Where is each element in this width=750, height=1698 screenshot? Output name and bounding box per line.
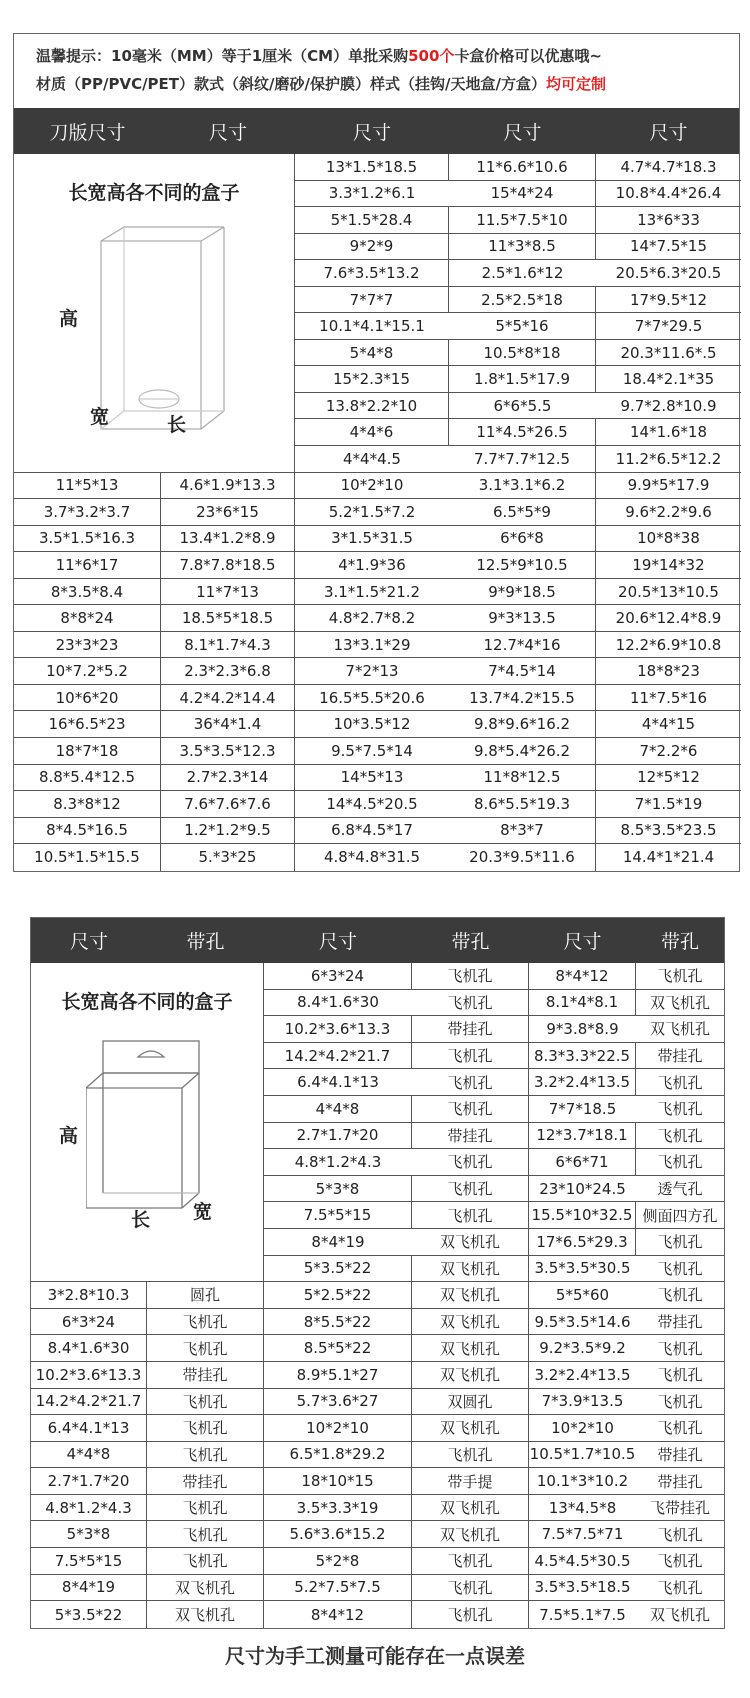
table-cell: 飞机孔 — [636, 1069, 724, 1096]
table-cell: 16.5*5.5*20.6 — [295, 685, 449, 712]
table-cell: 17*9.5*12 — [596, 287, 741, 314]
diagram-title: 长宽高各不同的盒子 — [61, 991, 233, 1013]
table-cell: 3.1*3.1*6.2 — [449, 473, 596, 500]
table-cell: 4*4*6 — [295, 419, 449, 446]
table-cell: 飞机孔 — [636, 963, 724, 990]
table-cell: 6*6*8 — [449, 526, 596, 553]
table-cell: 双飞机孔 — [147, 1575, 264, 1602]
column-header: 尺寸 — [69, 931, 108, 953]
table-cell: 8.4*1.6*30 — [31, 1335, 147, 1362]
table-cell: 8.3*3.3*22.5 — [529, 1043, 636, 1070]
table-cell: 9.8*5.4*26.2 — [449, 738, 596, 765]
table-cell: 飞机孔 — [636, 1389, 724, 1416]
notice-text: 温馨提示：10毫米（MM）等于1厘米（CM）单批采购 — [36, 47, 409, 65]
table-cell: 5*3.5*22 — [264, 1256, 412, 1283]
table-cell: 17*6.5*29.3 — [529, 1229, 636, 1256]
table-cell: 8.8*5.4*12.5 — [14, 765, 161, 792]
table-cell: 11*3*8.5 — [449, 234, 596, 261]
footnote: 尺寸为手工测量可能存在一点误差 — [225, 1644, 525, 1668]
table-cell: 8.5*3.5*23.5 — [596, 818, 741, 845]
table-cell: 11*6*17 — [14, 552, 161, 579]
table-body — [31, 963, 724, 1628]
table-cell: 7.6*3.5*13.2 — [295, 260, 449, 287]
table-cell: 6.4*4.1*13 — [264, 1069, 412, 1096]
table-cell: 5.2*1.5*7.2 — [295, 499, 449, 526]
table-cell: 双飞机孔 — [636, 990, 724, 1017]
table-cell: 3*1.5*31.5 — [295, 526, 449, 553]
box-diagram — [14, 154, 295, 473]
table-cell: 7*1.5*19 — [596, 791, 741, 818]
table-cell: 飞机孔 — [412, 1575, 529, 1602]
table-body — [14, 154, 739, 871]
table-cell: 4*4*8 — [31, 1442, 147, 1469]
size-table-1 — [13, 33, 740, 872]
table-cell: 5.2*7.5*7.5 — [264, 1575, 412, 1602]
notice-box — [14, 34, 739, 108]
diagram-title: 长宽高各不同的盒子 — [68, 182, 240, 204]
table-cell: 7*7*18.5 — [529, 1096, 636, 1123]
table-cell: 8*4*12 — [529, 963, 636, 990]
table-cell: 11*8*12.5 — [449, 765, 596, 792]
table-cell: 8*5.5*22 — [264, 1309, 412, 1336]
label-width: 宽 — [193, 1201, 213, 1223]
table-cell: 双飞机孔 — [147, 1601, 264, 1628]
table-cell: 带挂孔 — [636, 1468, 724, 1495]
table-cell: 4*4*4.5 — [295, 446, 449, 473]
table-cell: 5.*3*25 — [161, 844, 295, 871]
table-cell: 带挂孔 — [636, 1309, 724, 1336]
table-cell: 3.2*2.4*13.5 — [529, 1069, 636, 1096]
table-cell: 8*4*12 — [264, 1601, 412, 1628]
table-cell: 带挂孔 — [636, 1043, 724, 1070]
table-cell: 飞机孔 — [412, 1096, 529, 1123]
table-cell: 23*6*15 — [161, 499, 295, 526]
table-cell: 3.1*1.5*21.2 — [295, 579, 449, 606]
table-cell: 9*3.8*8.9 — [529, 1016, 636, 1043]
table-cell: 14.4*1*21.4 — [622, 848, 715, 867]
column-header: 尺寸 — [563, 931, 602, 953]
table-cell: 8.1*1.7*4.3 — [161, 632, 295, 659]
table-cell: 飞机孔 — [147, 1495, 264, 1522]
table-cell: 11*4.5*26.5 — [449, 419, 596, 446]
notice-text: 卡盒价格可以优惠哦~ — [454, 47, 602, 65]
table-cell: 6.4*4.1*13 — [31, 1415, 147, 1442]
table-cell: 双飞机孔 — [412, 1362, 529, 1389]
box-illustration — [89, 219, 239, 439]
table-cell: 带挂孔 — [147, 1362, 264, 1389]
table-cell: 4.5*4.5*30.5 — [529, 1548, 636, 1575]
table-cell: 10.2*3.6*13.3 — [31, 1362, 147, 1389]
table-cell: 4*1.9*36 — [295, 552, 449, 579]
table-cell: 带挂孔 — [147, 1468, 264, 1495]
table-cell: 8*4.5*16.5 — [14, 818, 161, 845]
table-cell: 9.2*3.5*9.2 — [529, 1335, 636, 1362]
table-cell: 18*8*23 — [596, 658, 741, 685]
table-cell: 18.4*2.1*35 — [596, 366, 741, 393]
table-cell: 飞机孔 — [412, 1202, 529, 1229]
table-cell: 带挂孔 — [412, 1123, 529, 1150]
table-cell: 5*3*8 — [264, 1176, 412, 1203]
table-cell: 4.2*4.2*14.4 — [161, 685, 295, 712]
table-cell: 飞机孔 — [147, 1415, 264, 1442]
table-cell: 15.5*10*32.5 — [529, 1202, 636, 1229]
table-cell: 双飞机孔 — [636, 1016, 724, 1043]
column-header: 尺寸 — [352, 121, 391, 144]
table-cell: 5*2*8 — [264, 1548, 412, 1575]
table-cell: 5.6*3.6*15.2 — [264, 1521, 412, 1548]
table-cell: 双飞机孔 — [412, 1495, 529, 1522]
table-cell: 20.3*9.5*11.6 — [449, 844, 596, 871]
table-cell: 双飞机孔 — [412, 1335, 529, 1362]
table-cell: 10*7.2*5.2 — [14, 658, 161, 685]
table-cell: 20.5*6.3*20.5 — [596, 260, 741, 287]
table-cell: 13*3.1*29 — [295, 632, 449, 659]
table-cell: 20.3*11.6*.5 — [596, 340, 741, 367]
table-cell: 双飞机孔 — [412, 1309, 529, 1336]
table-cell: 6*6*71 — [529, 1149, 636, 1176]
notice-text: 材质（PP/PVC/PET）款式（斜纹/磨砂/保护膜）样式（挂钩/天地盒/方盒） — [36, 75, 546, 93]
table-cell: 圆孔 — [147, 1282, 264, 1309]
table-cell: 9*3*13.5 — [449, 605, 596, 632]
table-cell: 11*6.6*10.6 — [449, 154, 596, 181]
hang-box-illustration — [86, 1033, 236, 1233]
table-cell: 飞机孔 — [636, 1415, 724, 1442]
table-cell: 7.5*5*15 — [264, 1202, 412, 1229]
table-header — [31, 918, 724, 963]
table-cell: 20.5*13*10.5 — [596, 579, 741, 606]
table-cell: 9.6*2.2*9.6 — [596, 499, 741, 526]
table-cell: 带挂孔 — [636, 1442, 724, 1469]
table-cell: 双飞机孔 — [412, 1229, 529, 1256]
table-cell: 飞机孔 — [636, 1123, 724, 1150]
table-cell: 14.2*4.2*21.7 — [264, 1043, 412, 1070]
table-cell: 5*1.5*28.4 — [295, 207, 449, 234]
table-cell: 8.6*5.5*19.3 — [449, 791, 596, 818]
table-cell: 7.5*7.5*71 — [529, 1521, 636, 1548]
table-cell: 7*7*29.5 — [596, 313, 741, 340]
table-cell: 3.5*3.5*30.5 — [529, 1256, 636, 1283]
table-cell: 18.5*5*18.5 — [161, 605, 295, 632]
table-cell: 1.8*1.5*17.9 — [449, 366, 596, 393]
table-cell: 9*2*9 — [295, 234, 449, 261]
table-cell: 8*8*24 — [14, 605, 161, 632]
table-cell: 双飞机孔 — [412, 1415, 529, 1442]
table-cell: 5*5*16 — [449, 313, 596, 340]
label-height: 高 — [59, 1125, 79, 1147]
table-cell: 双飞机孔 — [412, 1521, 529, 1548]
table-cell: 2.5*1.6*12 — [449, 260, 596, 287]
table-cell: 10*2*10 — [295, 473, 449, 500]
table-cell: 7*2*13 — [295, 658, 449, 685]
table-cell: 飞机孔 — [412, 1149, 529, 1176]
table-cell: 8*4*19 — [31, 1575, 147, 1602]
table-cell: 飞机孔 — [412, 963, 529, 990]
table-cell: 12.5*9*10.5 — [449, 552, 596, 579]
table-cell: 7.8*7.8*18.5 — [161, 552, 295, 579]
table-cell: 飞机孔 — [147, 1389, 264, 1416]
table-cell: 10.5*1.5*15.5 — [14, 844, 161, 871]
table-cell: 2.3*2.3*6.8 — [161, 658, 295, 685]
table-cell: 15*4*24 — [449, 181, 596, 208]
table-cell: 10*2*10 — [264, 1415, 412, 1442]
table-cell: 2.5*2.5*18 — [449, 287, 596, 314]
table-cell: 13*6*33 — [596, 207, 741, 234]
table-cell: 20.6*12.4*8.9 — [596, 605, 741, 632]
table-cell: 18*7*18 — [14, 738, 161, 765]
column-header: 刀版尺寸 — [49, 121, 126, 144]
table-cell: 13.4*1.2*8.9 — [161, 526, 295, 553]
table-cell: 5.7*3.6*27 — [264, 1389, 412, 1416]
table-cell: 飞机孔 — [147, 1335, 264, 1362]
table-cell: 飞机孔 — [636, 1521, 724, 1548]
table-cell: 3.5*3.5*12.3 — [161, 738, 295, 765]
table-cell: 5*3*8 — [31, 1521, 147, 1548]
table-cell: 36*4*1.4 — [161, 711, 295, 738]
table-cell: 7.5*5*15 — [31, 1548, 147, 1575]
table-cell: 14.2*4.2*21.7 — [31, 1389, 147, 1416]
table-cell: 飞机孔 — [636, 1548, 724, 1575]
size-table-2 — [30, 917, 725, 1629]
table-cell: 8.5*5*22 — [264, 1335, 412, 1362]
table-cell: 10*6*20 — [14, 685, 161, 712]
table-cell: 23*10*24.5 — [529, 1176, 636, 1203]
table-cell: 5*2.5*22 — [264, 1282, 412, 1309]
table-cell: 双飞机孔 — [412, 1256, 529, 1283]
table-cell: 13*1.5*18.5 — [295, 154, 449, 181]
table-cell: 9.5*3.5*14.6 — [529, 1309, 636, 1336]
table-cell: 5*4*8 — [295, 340, 449, 367]
table-cell: 3.3*1.2*6.1 — [295, 181, 449, 208]
table-cell: 6.5*1.8*29.2 — [264, 1442, 412, 1469]
table-cell: 3.5*1.5*16.3 — [14, 526, 161, 553]
table-cell: 飞机孔 — [636, 1149, 724, 1176]
table-cell: 11.5*7.5*10 — [449, 207, 596, 234]
table-cell: 10*8*38 — [596, 526, 741, 553]
table-cell: 8.9*5.1*27 — [264, 1362, 412, 1389]
table-cell: 8*3.5*8.4 — [14, 579, 161, 606]
table-cell: 14*1.6*18 — [596, 419, 741, 446]
notice-highlight: 均可定制 — [545, 75, 606, 93]
table-cell: 7*4.5*14 — [449, 658, 596, 685]
table-cell: 7*3.9*13.5 — [529, 1389, 636, 1416]
table-cell: 11*7.5*16 — [596, 685, 741, 712]
table-cell: 4.6*1.9*13.3 — [161, 473, 295, 500]
table-cell: 4*4*8 — [264, 1096, 412, 1123]
column-header: 带孔 — [186, 931, 225, 953]
table-cell: 飞机孔 — [412, 1601, 529, 1628]
label-width: 宽 — [90, 406, 110, 428]
table-cell: 1.2*1.2*9.5 — [161, 818, 295, 845]
label-length: 长 — [131, 1209, 151, 1231]
table-cell: 3*2.8*10.3 — [31, 1282, 147, 1309]
table-cell: 15*2.3*15 — [295, 366, 449, 393]
table-cell: 5*5*60 — [529, 1282, 636, 1309]
table-cell: 带手提 — [412, 1468, 529, 1495]
table-cell: 飞机孔 — [147, 1521, 264, 1548]
table-cell: 4.8*1.2*4.3 — [264, 1149, 412, 1176]
table-cell: 带挂孔 — [412, 1016, 529, 1043]
notice-line-2 — [36, 70, 723, 98]
table-cell: 8.4*1.6*30 — [264, 990, 412, 1017]
table-cell: 19*14*32 — [596, 552, 741, 579]
table-cell: 7.5*5.1*7.5 — [539, 1605, 626, 1624]
table-cell: 10.1*3*10.2 — [529, 1468, 636, 1495]
table-cell: 8.3*8*12 — [14, 791, 161, 818]
table-cell: 3.5*3.5*18.5 — [529, 1575, 636, 1602]
table-cell: 飞机孔 — [636, 1362, 724, 1389]
table-cell: 13*4.5*8 — [529, 1495, 636, 1522]
table-cell: 飞机孔 — [412, 1043, 529, 1070]
table-header — [14, 108, 739, 154]
table-cell: 飞机孔 — [636, 1096, 724, 1123]
table-cell: 11*5*13 — [14, 473, 161, 500]
table-cell: 14*7.5*15 — [596, 234, 741, 261]
table-cell: 8.1*4*8.1 — [529, 990, 636, 1017]
table-cell: 飞机孔 — [412, 990, 529, 1017]
table-cell: 侧面四方孔 — [636, 1202, 724, 1229]
table-cell: 透气孔 — [636, 1176, 724, 1203]
table-cell: 2.7*1.7*20 — [264, 1123, 412, 1150]
table-cell: 4*4*15 — [596, 711, 741, 738]
table-cell: 9.7*2.8*10.9 — [596, 393, 741, 420]
table-cell: 12.2*6.9*10.8 — [596, 632, 741, 659]
table-cell: 2.7*2.3*14 — [161, 765, 295, 792]
table-cell: 双飞机孔 — [649, 1606, 710, 1625]
table-cell: 9.5*7.5*14 — [295, 738, 449, 765]
table-cell: 4.8*4.8*31.5 — [323, 848, 421, 867]
table-cell: 双圆孔 — [412, 1389, 529, 1416]
table-cell: 12*3.7*18.1 — [529, 1123, 636, 1150]
table-cell: 飞机孔 — [412, 1442, 529, 1469]
table-cell: 7.7*7.7*12.5 — [449, 446, 596, 473]
table-cell: 14*5*13 — [295, 765, 449, 792]
table-cell: 飞机孔 — [412, 1069, 529, 1096]
column-header: 带孔 — [451, 931, 490, 953]
table-cell: 飞机孔 — [412, 1548, 529, 1575]
table-cell: 10*3.5*12 — [295, 711, 449, 738]
column-header: 尺寸 — [649, 121, 688, 144]
table-cell: 9.8*9.6*16.2 — [449, 711, 596, 738]
table-cell: 6.8*4.5*17 — [295, 818, 449, 845]
table-cell: 12*5*12 — [596, 765, 741, 792]
table-cell: 13.7*4.2*15.5 — [449, 685, 596, 712]
table-cell: 双飞机孔 — [412, 1282, 529, 1309]
notice-line-1 — [36, 42, 723, 70]
table-cell: 飞机孔 — [147, 1548, 264, 1575]
table-cell: 10.5*8*18 — [449, 340, 596, 367]
table-cell: 7*2.2*6 — [596, 738, 741, 765]
table-cell: 2.7*1.7*20 — [31, 1468, 147, 1495]
table-cell: 11.2*6.5*12.2 — [596, 446, 741, 473]
table-cell: 飞机孔 — [636, 1256, 724, 1283]
table-cell: 飞机孔 — [636, 1575, 724, 1602]
column-header: 带孔 — [660, 931, 699, 953]
table-cell: 3.5*3.3*19 — [264, 1495, 412, 1522]
table-cell: 6*3*24 — [31, 1309, 147, 1336]
table-cell: 飞机孔 — [147, 1309, 264, 1336]
table-cell: 9*9*18.5 — [449, 579, 596, 606]
table-cell: 13.8*2.2*10 — [295, 393, 449, 420]
table-cell: 3.2*2.4*13.5 — [529, 1362, 636, 1389]
table-cell: 6*6*5.5 — [449, 393, 596, 420]
table-cell: 10.8*4.4*26.4 — [596, 181, 741, 208]
table-cell: 18*10*15 — [264, 1468, 412, 1495]
label-height: 高 — [59, 308, 79, 330]
table-cell: 6*3*24 — [264, 963, 412, 990]
table-cell: 10.1*4.1*15.1 — [295, 313, 449, 340]
table-cell: 7.6*7.6*7.6 — [161, 791, 295, 818]
table-cell: 14*4.5*20.5 — [295, 791, 449, 818]
column-header: 尺寸 — [208, 121, 247, 144]
column-header: 尺寸 — [318, 931, 357, 953]
table-cell: 16*6.5*23 — [14, 711, 161, 738]
notice-highlight: 500个 — [408, 47, 455, 65]
table-cell: 12.7*4*16 — [449, 632, 596, 659]
table-cell: 飞机孔 — [636, 1335, 724, 1362]
table-cell: 10*2*10 — [529, 1415, 636, 1442]
table-cell: 8*3*7 — [449, 818, 596, 845]
table-cell: 5*3.5*22 — [31, 1601, 147, 1628]
table-cell: 飞机孔 — [636, 1282, 724, 1309]
table-cell: 飞机孔 — [636, 1229, 724, 1256]
table-cell: 4.8*1.2*4.3 — [31, 1495, 147, 1522]
box-diagram — [31, 963, 264, 1282]
label-length: 长 — [167, 414, 187, 436]
table-cell: 6.5*5*9 — [449, 499, 596, 526]
table-cell: 飞机孔 — [147, 1442, 264, 1469]
table-cell: 10.5*1.7*10.5 — [529, 1442, 636, 1469]
table-cell: 7*7*7 — [295, 287, 449, 314]
table-cell: 23*3*23 — [14, 632, 161, 659]
table-cell: 飞带挂孔 — [636, 1495, 724, 1522]
table-cell: 11*7*13 — [161, 579, 295, 606]
table-cell: 飞机孔 — [412, 1176, 529, 1203]
table-cell: 10.2*3.6*13.3 — [264, 1016, 412, 1043]
table-cell: 4.7*4.7*18.3 — [596, 154, 741, 181]
table-cell: 3.7*3.2*3.7 — [14, 499, 161, 526]
table-cell: 8*4*19 — [264, 1229, 412, 1256]
column-header: 尺寸 — [503, 121, 542, 144]
table-cell: 9.9*5*17.9 — [596, 473, 741, 500]
table-cell: 4.8*2.7*8.2 — [295, 605, 449, 632]
